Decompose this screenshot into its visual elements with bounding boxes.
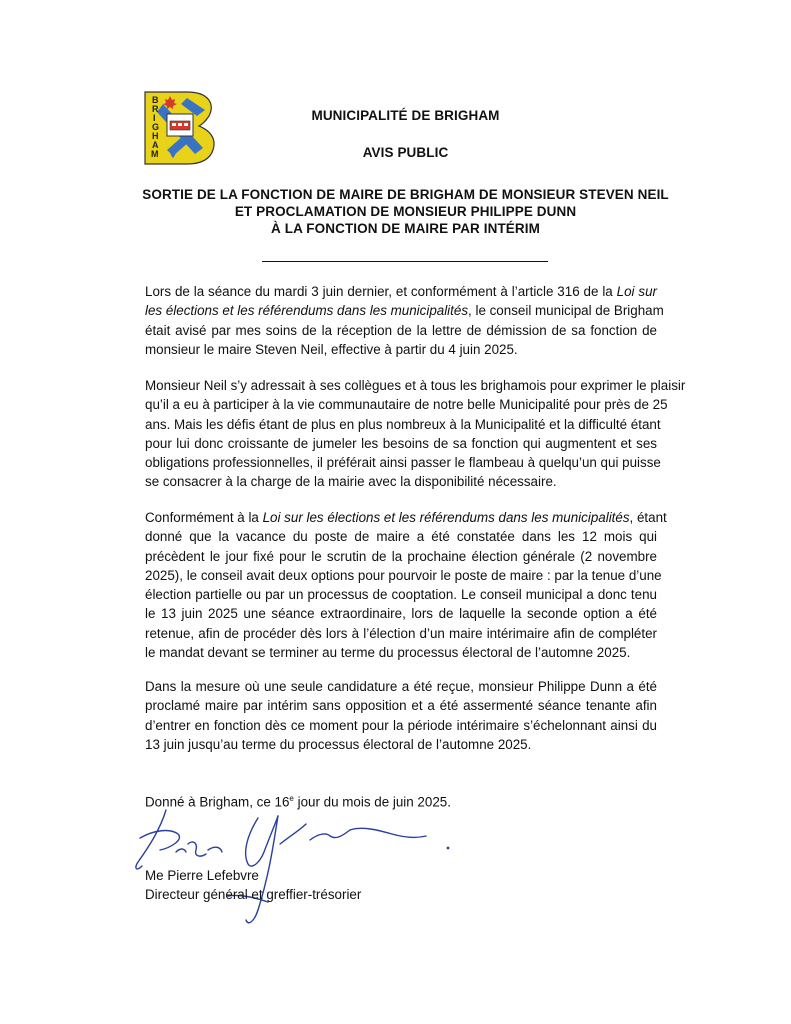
given-date-line: Donné à Brigham, ce 16e jour du mois de juin 2025.: [145, 794, 451, 810]
paragraph-farewell: [145, 376, 686, 492]
svg-text:H: H: [152, 131, 159, 141]
text-line: 2025), le conseil avait deux options pour pourvoir le poste de maire : par la tenue d’une: [145, 567, 662, 583]
signer-name: Me Pierre Lefebvre: [145, 868, 259, 883]
svg-text:M: M: [151, 149, 159, 159]
text-line: retenue, afin de procéder dès lors à l’élection d’un maire intérimaire afin de compléter: [145, 625, 657, 641]
paragraph-legal-process: [145, 508, 667, 662]
svg-text:G: G: [152, 122, 160, 132]
notice-type-heading: AVIS PUBLIC: [362, 145, 449, 160]
text-line: obligations professionnelles, il préférait ainsi passer le flambeau à quelqu’un qui puisse: [145, 455, 661, 471]
text-line: proclamé maire par intérim sans opposition et a été assermenté séance tenante afin: [145, 698, 657, 714]
text-line: précèdent le jour fixé pour le scrutin de la prochaine élection générale (2 novembre: [145, 548, 657, 564]
text-line: ans. Mais les défis étant de plus en plus nombreux à la Municipalité et la difficulté étant: [145, 416, 661, 432]
text-line: élection partielle ou par un processus de cooptation. Le conseil municipal a donc tenu: [145, 587, 657, 603]
svg-text:I: I: [153, 113, 156, 123]
text-line: les élections et les référendums dans les municipalités, le conseil municipal de Brigham: [145, 303, 664, 319]
svg-text:R: R: [152, 104, 159, 114]
paragraph-resignation: [145, 282, 664, 359]
text-line: monsieur le maire Steven Neil, effective à partir du 4 juin 2025.: [145, 341, 518, 357]
municipality-heading: MUNICIPALITÉ DE BRIGHAM: [311, 108, 500, 123]
text-line: qu’il a eu à participer à la vie communautaire de notre belle Municipalité pour près de 25: [145, 397, 668, 413]
text-line: Dans la mesure où une seule candidature a été reçue, monsieur Philippe Dunn a été: [145, 679, 657, 694]
text-line: le 13 juin 2025 une séance extraordinaire, lors de laquelle la seconde option a été: [145, 606, 657, 622]
notice-title-line: À LA FONCTION DE MAIRE PAR INTÉRIM: [271, 221, 540, 236]
text-line: était avisé par mes soins de la réception de la lettre de démission de sa fonction de: [145, 322, 657, 338]
text-line: Monsieur Neil s’y adressait à ses collègues et à tous les brighamois pour exprimer le plaisir: [145, 378, 686, 393]
notice-title: [10, 186, 791, 237]
text-line: d’entrer en fonction dès ce moment pour la période intérimaire s’échelonnant ainsi du: [145, 717, 657, 733]
text-line: donné que la vacance du poste de maire a été constatée dans les 12 mois qui: [145, 529, 657, 545]
signer-role: Directeur général et greffier-trésorier: [145, 887, 362, 902]
text-line: Conformément à la Loi sur les élections et les référendums dans les municipalités, étant: [145, 510, 667, 525]
title-underline: [262, 261, 548, 262]
text-line: se consacrer à la charge de la mairie avec la disponibilité nécessaire.: [145, 474, 557, 490]
paragraph-proclamation: [145, 677, 657, 754]
notice-title-line: ET PROCLAMATION DE MONSIEUR PHILIPPE DUNN: [234, 204, 577, 219]
svg-text:A: A: [152, 140, 159, 150]
handwritten-signature: [130, 800, 470, 930]
text-line: pour lui donc croissante de jumeler les besoins de sa fonction qui augmentent et ses: [145, 435, 657, 451]
text-line: 13 juin jusqu’au terme du processus électoral de l’automne 2025.: [145, 736, 532, 752]
text-line: le mandat devant se terminer au terme du processus électoral de l’automne 2025.: [145, 645, 631, 661]
notice-title-line: SORTIE DE LA FONCTION DE MAIRE DE BRIGHAM DE MONSIEUR STEVEN NEIL: [142, 187, 669, 202]
logo-letter-b: B: [152, 95, 159, 105]
text-line: Lors de la séance du mardi 3 juin dernier, et conformément à l’article 316 de la Loi sur: [145, 284, 657, 299]
